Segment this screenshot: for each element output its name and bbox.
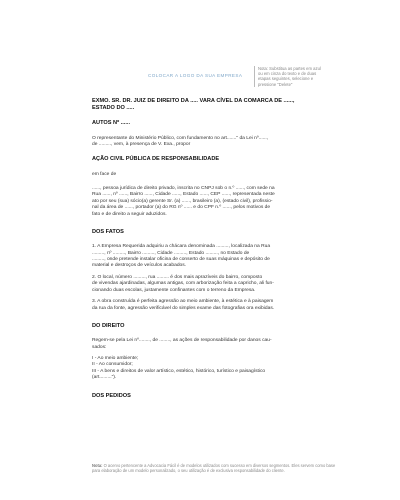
hint-line: pressione "Delete"	[258, 81, 293, 87]
hint-line: Nota: Substitua as partes em azul	[258, 66, 321, 71]
law-item: II - Ao consumidor;	[92, 362, 133, 368]
fact-line: cionando duas escolas, justamente confinantes com o terreno da Empresa.	[92, 287, 256, 293]
fact-line: 1. A Empresa Requerida adquiriu a chácara denominada ........., localizada na Rua	[92, 244, 271, 250]
party-line: ......, pessoa jurídica de direito privado, inscrita no CNPJ sob o n.º ......, com sede na	[92, 186, 275, 192]
law-intro-line: Regem-se pela Lei nº........, de ........, as ações de responsabilidade por danos cau-	[92, 338, 272, 344]
court-heading: EXMO. SR. DR. JUIZ DE DIREITO DA ..... VARA CÍVEL DA COMARCA DE ......,	[92, 98, 295, 104]
footer-note-label: Nota:	[92, 463, 103, 468]
hint-line: etapas seguintes, selecione e	[258, 76, 314, 82]
fact-line: 2. O local, número ........., rua ......... é dos mais aprazíveis do bairro, composto	[92, 274, 263, 280]
fact-line: material e destroços de veículos acabados.	[92, 263, 187, 269]
law-title: DO DIREITO	[92, 322, 125, 329]
footer-note	[92, 463, 336, 473]
action-title: AÇÃO CIVIL PÚBLICA DE RESPONSABILIDADE	[92, 156, 220, 163]
fact-line: de vivendas ajardinadas, algumas antigas, com arborização feita a capricho, ali fun-	[92, 281, 274, 287]
intro-line: O representante do Ministério Público, com fundamento no art......." da Lei nº......,	[92, 135, 269, 141]
party-line: ato por seu (sua) sócio(a) gerente Sr. (a) ......, brasileiro (a), (estado civil), profissio-	[92, 198, 273, 204]
document-body	[92, 98, 336, 400]
law-item: I - Ao meio ambiente;	[92, 355, 139, 361]
fact-line: 3. A obra construída é perfeita agressão ao meio ambiente, à estética e à paisagem	[92, 299, 274, 305]
party-line: Rua ......, nº ......, Bairro ......, Cidade ......, Estado ......, CEP ......, representada neste	[92, 192, 275, 198]
logo-placeholder: COLOCAR A LOGO DA SUA EMPRESA	[148, 73, 243, 78]
against-line: em face de	[92, 171, 117, 177]
facts-title: DOS FATOS	[92, 229, 124, 236]
law-intro-line: sados:	[92, 344, 107, 350]
case-number: AUTOS Nº ......	[92, 120, 130, 127]
requests-title: DOS PEDIDOS	[92, 392, 131, 399]
law-item: (art.........").	[92, 375, 117, 381]
intro-line: de ........., vem, à presença de V. Exa., propor	[92, 142, 191, 148]
hint-line: ou em cinza do texto e de duas	[258, 71, 317, 77]
footer-note-text: O acervo pertencente a Advocacia Fácil é de modelos utilizados com sucesso em diversos segmentos. Eles servem como base para elaboração de um modelo personalizado, o seu utilização é de exclusiva responsabilidade do cliente.	[92, 463, 336, 473]
court-heading-state: ESTADO DO .....	[92, 105, 135, 112]
hint-note	[254, 66, 340, 87]
party-line: fato e de direito a seguir aduzidos.	[92, 211, 167, 217]
fact-line: da rua da fonte, agressão verificável do simples exame das fotografias ora exibidas.	[92, 305, 275, 311]
law-item: III - A bens e direitos de valor artístico, estético, histórico, turístico e paisagístico	[92, 368, 266, 374]
party-line: nal da área de ......, portador (a) do RG nº ...... e do CPF n.º ......, pelos motivos de	[92, 205, 271, 211]
fact-line: ........., nº ........., Bairro ........., Cidade ........., Estado ........., no Estado de	[92, 250, 250, 256]
fact-line: ........., onde pretende instalar oficina de conserto de suas máquinas e depósito de	[92, 257, 270, 263]
